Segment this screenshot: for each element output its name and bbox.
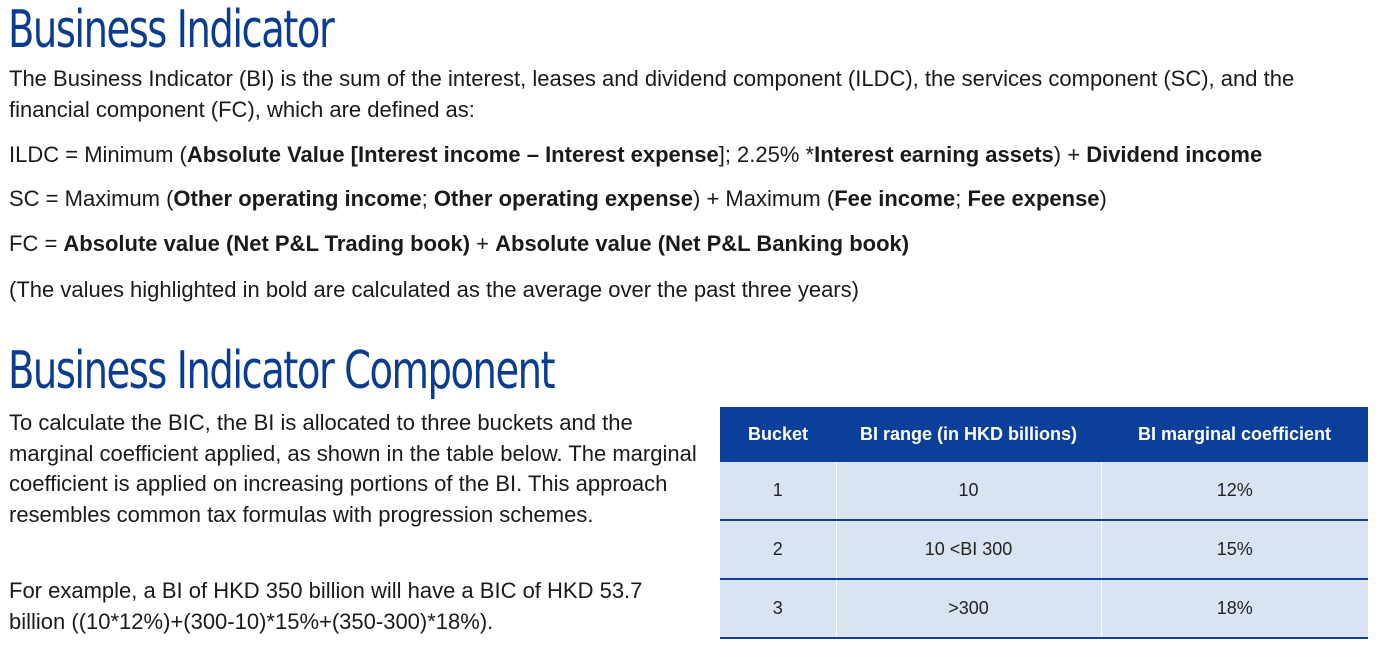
formula-text: ILDC = Minimum ( [9,142,187,167]
table-row [720,579,1368,638]
formula-bold-term: Absolute Value [Interest income – Interest expense [186,142,719,167]
formula-text: ; [955,186,968,211]
cell-bucket: 3 [720,579,836,638]
formula-fc [9,229,909,259]
formula-text: + [470,231,496,256]
intro-paragraph: The Business Indicator (BI) is the sum of the interest, leases and dividend component (ILDC), the services component (SC), and the financial component (FC), which are defined as: [9,66,1295,122]
formula-text: ) [1099,186,1107,211]
cell-coefficient: 15% [1101,520,1368,579]
formula-bold-term: Fee income [834,186,956,211]
section-title-business-indicator: Business Indicator [8,0,334,60]
bic-example: For example, a BI of HKD 350 billion will have a BIC of HKD 53.7 billion ((10*12%)+(300-10)*15%+(350-300)*18%). [9,578,643,634]
formula-text: ]; 2.25% * [718,142,815,167]
header-marginal-coefficient: BI marginal coefficient [1101,407,1368,462]
formula-bold-term: Other operating income [173,186,422,211]
cell-bucket: 1 [720,462,836,520]
formula-ildc [9,140,1262,170]
formula-text: ) + [1053,142,1087,167]
table-row [720,520,1368,579]
table-header-row [720,407,1368,462]
header-bi-range: BI range (in HKD billions) [836,407,1101,462]
section-title-bic: Business Indicator Component [8,341,555,401]
formula-text: ) + Maximum ( [693,186,835,211]
cell-range: >300 [836,579,1101,638]
formula-bold-term: Interest earning assets [814,142,1054,167]
bucket-table [720,407,1368,639]
formula-bold-term: Dividend income [1086,142,1263,167]
header-bucket: Bucket [720,407,836,462]
cell-coefficient: 12% [1101,462,1368,520]
formula-text: ; [421,186,434,211]
formula-text: FC = [9,231,64,256]
formula-sc [9,184,1107,214]
bic-description: To calculate the BIC, the BI is allocated to three buckets and the marginal coefficient applied, as shown in the table below. The marginal coefficient is applied on increasing portions of the BI. This approach resembles common tax formulas with progression schemes. [9,410,697,527]
formula-bold-term: Fee expense [967,186,1100,211]
cell-range: 10 <BI 300 [836,520,1101,579]
cell-range: 10 [836,462,1101,520]
formula-bold-term: Absolute value (Net P&L Banking book) [495,231,910,256]
cell-bucket: 2 [720,520,836,579]
table-row [720,462,1368,520]
bold-values-note: (The values highlighted in bold are calculated as the average over the past three years) [9,277,859,302]
formula-text: SC = Maximum ( [9,186,174,211]
cell-coefficient: 18% [1101,579,1368,638]
formula-bold-term: Absolute value (Net P&L Trading book) [63,231,471,256]
formula-bold-term: Other operating expense [433,186,693,211]
